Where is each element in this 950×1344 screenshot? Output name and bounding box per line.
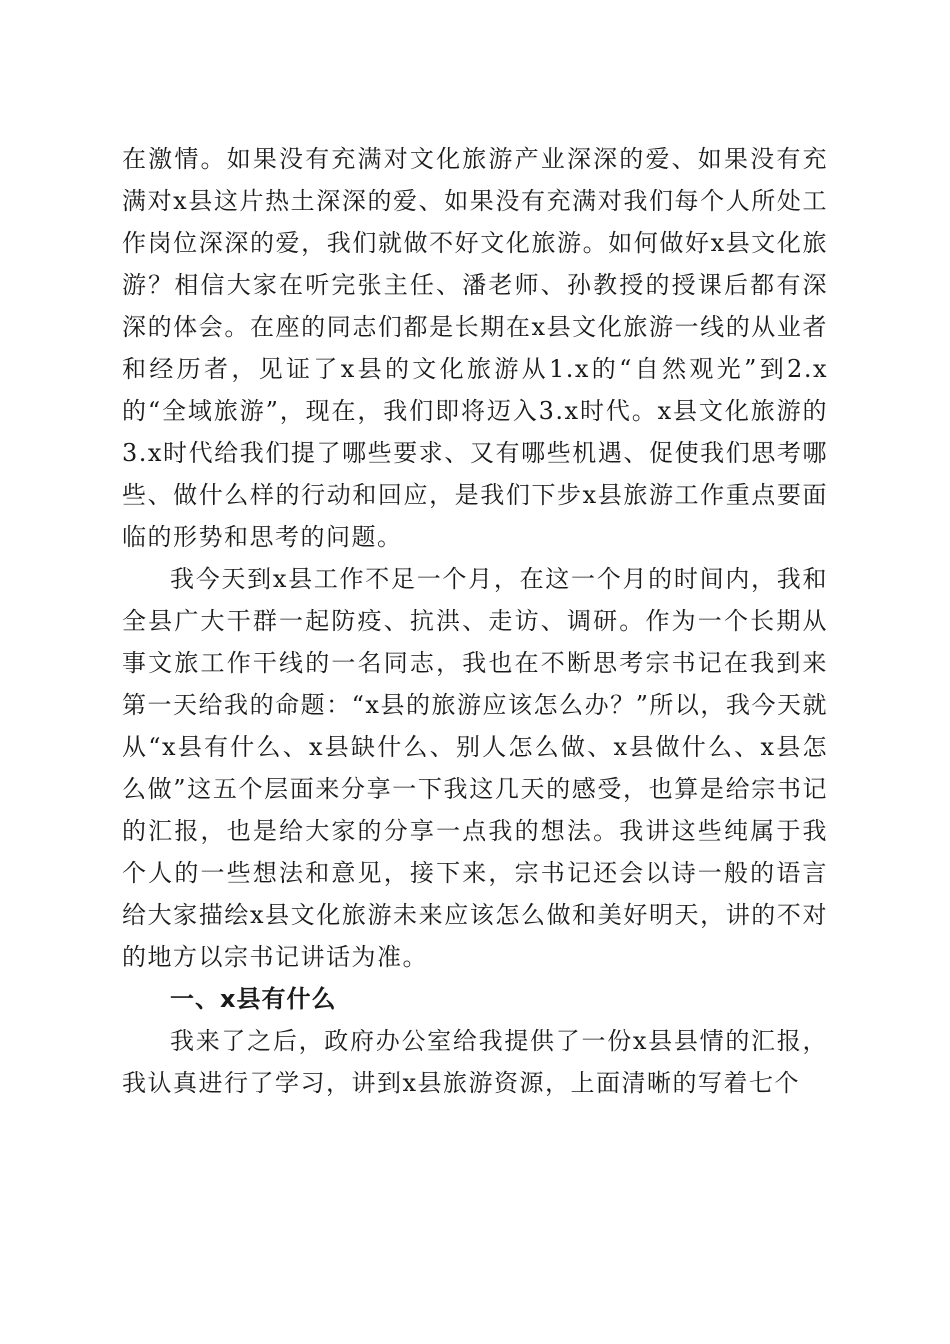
paragraph-county-report: 我来了之后，政府办公室给我提供了一份x县县情的汇报，我认真进行了学习，讲到x县旅游资源，上面清晰的写着七个 — [122, 1027, 828, 1097]
paragraph-self-introduction: 我今天到x县工作不足一个月，在这一个月的时间内，我和全县广大干群一起防疫、抗洪、走访、调研。作为一个长期从事文旅工作干线的一名同志，我也在不断思考宗书记在我到来第一天给我的命题：“x县的旅游应该怎么办？”所以，我今天就从“x县有什么、x县缺什么、别人怎么做、x县做什么、x县怎么做”这五个层面来分享一下我这几天的感受，也算是给宗书记的汇报，也是给大家的分享一点我的想法。我讲这些纯属于我个人的一些想法和意见，接下来，宗书记还会以诗一般的语言给大家描绘x县文化旅游未来应该怎么做和美好明天，讲的不对的地方以宗书记讲话为准。 — [122, 565, 828, 971]
paragraph-continuation: 在激情。如果没有充满对文化旅游产业深深的爱、如果没有充满对x县这片热土深深的爱、如果没有充满对我们每个人所处工作岗位深深的爱，我们就做不好文化旅游。如何做好x县文化旅游？相信大家在听完张主任、潘老师、孙教授的授课后都有深深的体会。在座的同志们都是长期在x县文化旅游一线的从业者和经历者，见证了x县的文化旅游从1.x的“自然观光”到2.x的“全域旅游”，现在，我们即将迈入3.x时代。x县文化旅游的3.x时代给我们提了哪些要求、又有哪些机遇、促使我们思考哪些、做什么样的行动和回应，是我们下步x县旅游工作重点要面临的形势和思考的问题。 — [122, 145, 828, 551]
document-body — [122, 138, 828, 1104]
section-heading: 一、x县有什么 — [170, 985, 337, 1013]
